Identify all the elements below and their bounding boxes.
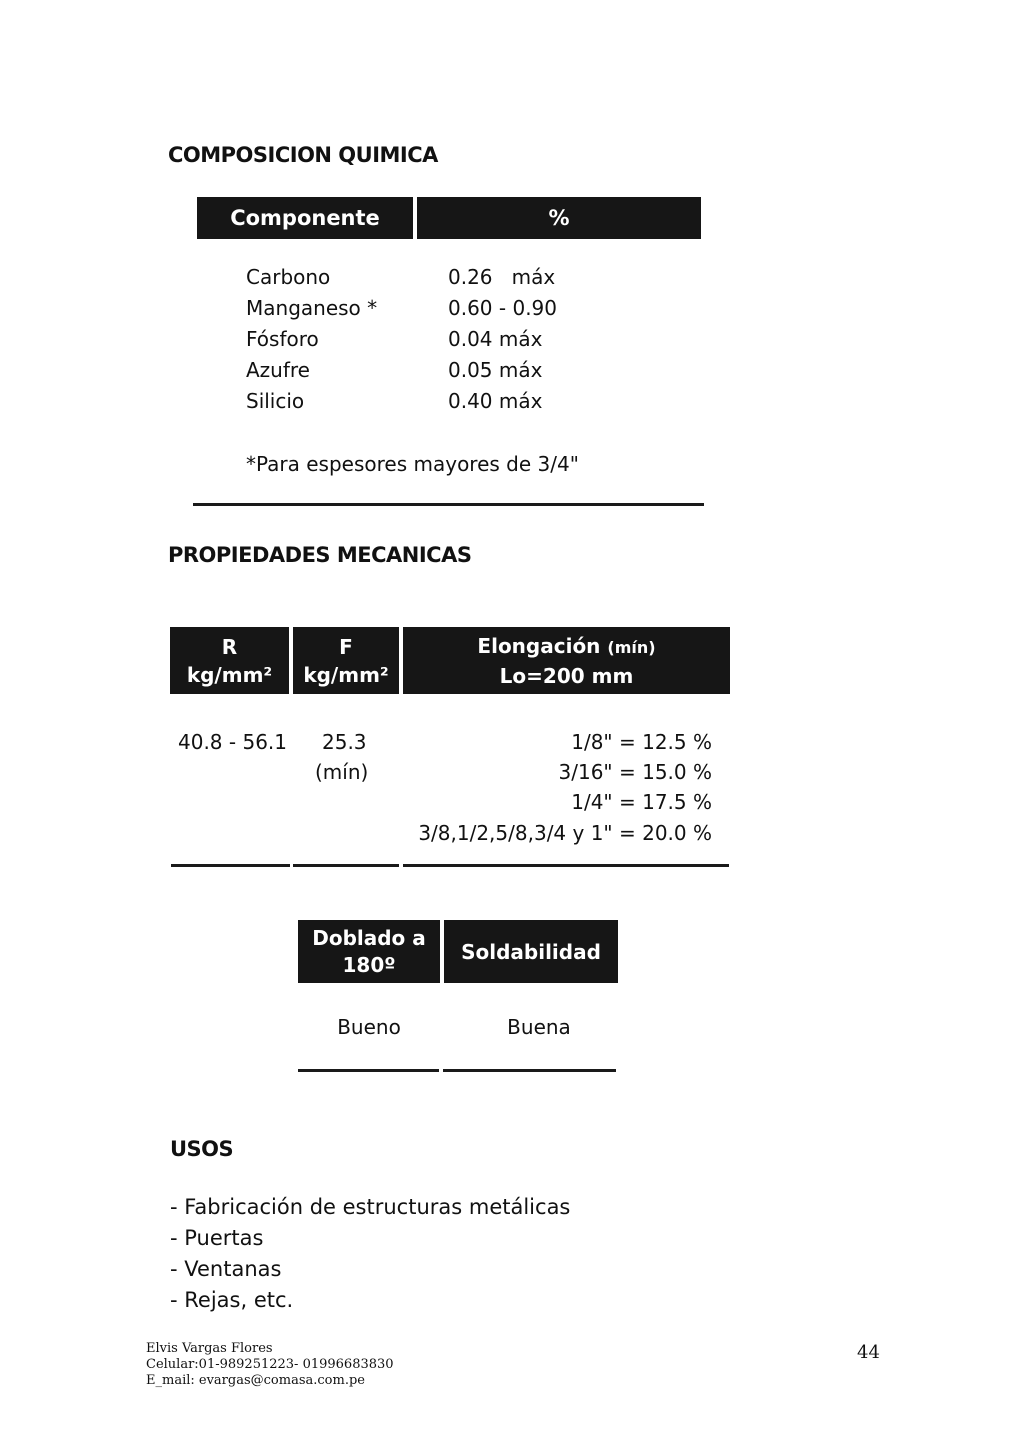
elongation-value: 3/8,1/2,5/8,3/4 y 1" = 20.0 %: [418, 821, 712, 845]
component-name: Azufre: [246, 358, 310, 382]
tensile-strength-unit: kg/mm²: [186, 662, 273, 687]
mechanical-rule: [293, 864, 399, 867]
elongation-value: 3/16" = 15.0 %: [558, 760, 712, 784]
tensile-strength-header: [170, 627, 289, 694]
bend-test-header: [298, 920, 440, 983]
footer-author: [146, 1341, 394, 1389]
component-name: Manganeso *: [246, 296, 378, 320]
mechanical-properties-title: PROPIEDADES MECANICAS: [168, 543, 472, 567]
yield-strength-header: [293, 627, 399, 694]
component-name: Silicio: [246, 389, 305, 413]
bend-rule: [298, 1069, 439, 1072]
component-names: [246, 265, 426, 425]
list-item: - Rejas, etc.: [170, 1288, 294, 1312]
elongation-values: [400, 728, 712, 850]
component-value: 0.05 máx: [448, 358, 543, 382]
weldability-header: Soldabilidad: [444, 920, 618, 983]
bend-test-label: Doblado a: [312, 925, 426, 950]
component-name: Carbono: [246, 265, 331, 289]
bend-rule: [443, 1069, 616, 1072]
composition-rule: [193, 503, 704, 506]
yield-strength-note: (mín): [315, 760, 369, 784]
chemical-composition-title: COMPOSICION QUIMICA: [168, 143, 438, 167]
elongation-header: [403, 627, 730, 694]
bend-test-angle: 180º: [342, 952, 396, 977]
component-header: Componente: [197, 197, 413, 239]
page-number: 44: [857, 1342, 880, 1363]
footer-name: Elvis Vargas Flores: [146, 1341, 273, 1356]
gauge-length-label: Lo=200 mm: [499, 663, 634, 688]
composition-footnote: *Para espesores mayores de 3/4": [246, 452, 579, 476]
footer-phone: Celular:01-989251223- 01996683830: [146, 1357, 394, 1372]
weldability-value: Buena: [507, 1015, 571, 1039]
yield-strength-value: 25.3: [322, 730, 367, 754]
elongation-value: 1/4" = 17.5 %: [571, 790, 712, 814]
list-item: - Ventanas: [170, 1257, 282, 1281]
footer-email: E_mail: evargas@comasa.com.pe: [146, 1373, 365, 1388]
elongation-value: 1/8" = 12.5 %: [571, 730, 712, 754]
tensile-strength-symbol: R: [221, 634, 238, 659]
component-value: 0.26 máx: [448, 265, 556, 289]
mechanical-rule: [403, 864, 729, 867]
tensile-strength-value: 40.8 - 56.1: [178, 730, 287, 754]
yield-strength-symbol: F: [339, 634, 353, 659]
uses-title: USOS: [170, 1137, 234, 1161]
bend-test-value: Bueno: [337, 1015, 401, 1039]
component-name: Fósforo: [246, 327, 319, 351]
mechanical-rule: [171, 864, 290, 867]
percent-header: %: [417, 197, 701, 239]
component-value: 0.04 máx: [448, 327, 543, 351]
list-item: - Fabricación de estructuras metálicas: [170, 1195, 571, 1219]
list-item: - Puertas: [170, 1226, 264, 1250]
component-value: 0.60 - 0.90: [448, 296, 557, 320]
component-values: [448, 265, 648, 425]
elongation-label: Elongación: [477, 633, 601, 658]
yield-strength-unit: kg/mm²: [303, 662, 389, 687]
component-value: 0.40 máx: [448, 389, 543, 413]
uses-list: [170, 1192, 570, 1316]
elongation-min-label: (mín): [607, 637, 656, 657]
